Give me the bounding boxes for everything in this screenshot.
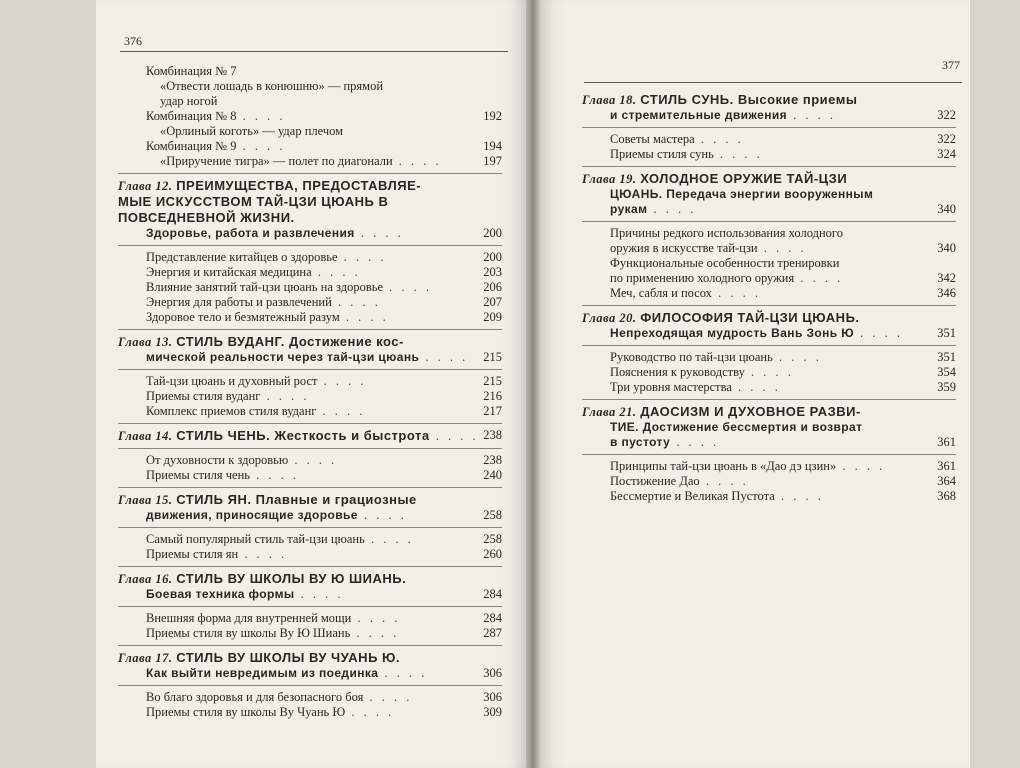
chapter-separator [118,448,502,449]
toc-entry [582,435,956,450]
leader-dots: . . . . [731,380,781,394]
leader-dots: . . . . [337,250,387,264]
toc-page-number: 200 [483,226,502,240]
toc-page-number: 346 [937,286,956,300]
leader-dots: . . . . [699,474,749,488]
book-spine [526,0,540,768]
toc-entry [118,571,502,587]
toc-page-number: 340 [937,202,956,216]
toc-entry [118,690,502,705]
toc-page-number: 324 [937,147,956,161]
toc-entry [118,210,502,226]
toc-entry [582,226,956,241]
leader-dots: . . . . [744,365,794,379]
leader-dots: . . . . [311,265,361,279]
toc-entry-title: Глава 14. СТИЛЬ ЧЕНЬ. Жесткость и быстрота [118,428,430,443]
toc-page-number: 340 [937,241,956,255]
toc-entry-title: Здоровье, работа и развлечения [146,226,355,240]
toc-entry [582,92,956,108]
toc-entry-title: удар ногой [160,94,218,108]
toc-entry [118,587,502,602]
toc-entry [582,286,956,301]
toc-entry-title: Глава 19. ХОЛОДНОЕ ОРУЖИЕ ТАЙ-ЦЗИ [582,171,848,186]
toc-entry-title: От духовности к здоровью [146,453,289,467]
toc-entry [118,250,502,265]
toc-entry [118,139,502,154]
toc-entry [118,310,502,325]
toc-page-number: 206 [483,280,502,294]
toc-page-number: 200 [483,250,502,264]
toc-entry [118,626,502,641]
toc-page-number: 322 [937,108,956,122]
leader-dots: . . . . [294,587,344,601]
leader-dots: . . . . [339,310,389,324]
toc-entry [118,374,502,389]
toc-entry-title: Меч, сабля и посох [610,286,712,300]
toc-page-number: 342 [937,271,956,285]
toc-entry-title: Глава 18. СТИЛЬ СУНЬ. Высокие приемы [582,92,858,107]
right-header-rule [584,82,962,83]
toc-page-number: 194 [483,139,502,153]
chapter-separator [582,127,956,128]
toc-entry [118,650,502,666]
toc-entry-title: Во благо здоровья и для безопасного боя [146,690,364,704]
toc-page-number: 306 [483,666,502,680]
toc-entry [118,705,502,720]
leader-dots: . . . . [670,435,720,449]
toc-page-number: 192 [483,109,502,123]
right-toc [582,92,956,504]
toc-entry-title: Приемы стиля ян [146,547,239,561]
left-page-number: 376 [124,34,142,48]
chapter-separator [118,645,502,646]
toc-entry-title: Внешняя форма для внутренней мощи [146,611,352,625]
toc-entry [582,420,956,435]
toc-page-number: 203 [483,265,502,279]
toc-entry [582,108,956,123]
toc-entry-title: ПОВСЕДНЕВНОЙ ЖИЗНИ. [118,210,295,225]
toc-page-number: 238 [483,453,502,467]
toc-entry-title: «Приручение тигра» — полет по диагонали [160,154,393,168]
toc-page-number: 368 [937,489,956,503]
toc-entry [582,310,956,326]
toc-entry [118,265,502,280]
chapter-separator [118,173,502,174]
leader-dots: . . . . [357,508,407,522]
toc-page-number: 240 [483,468,502,482]
toc-entry-title: Самый популярный стиль тай-цзи цюань [146,532,365,546]
right-page-number: 377 [942,58,960,72]
toc-page-number: 258 [483,508,502,522]
leader-dots: . . . . [238,547,288,561]
toc-page-number: 217 [483,404,502,418]
toc-entry [582,202,956,217]
toc-entry-title: ТИЕ. Достижение бессмертия и возврат [610,420,863,434]
leader-dots: . . . . [392,154,442,168]
toc-entry-title: МЫЕ ИСКУССТВОМ ТАЙ-ЦЗИ ЦЮАНЬ В [118,194,389,209]
leader-dots: . . . . [364,532,414,546]
chapter-separator [118,245,502,246]
leader-dots: . . . . [288,453,338,467]
toc-entry [118,94,502,109]
toc-entry-title: Глава 15. СТИЛЬ ЯН. Плавные и грациозные [118,492,417,507]
toc-entry-title: Энергия и китайская медицина [146,265,312,279]
chapter-separator [118,606,502,607]
toc-entry [118,295,502,310]
toc-entry [582,459,956,474]
toc-entry-title: и стремительные движения [610,108,788,122]
toc-entry [118,611,502,626]
toc-page-number: 284 [483,587,502,601]
toc-entry [118,532,502,547]
toc-entry-title: Непреходящая мудрость Вань Зонь Ю [610,326,855,340]
toc-entry [118,350,502,365]
leader-dots: . . . . [772,350,822,364]
leader-dots: . . . . [694,132,744,146]
toc-entry [118,79,502,94]
leader-dots: . . . . [351,611,401,625]
toc-entry-title: Комбинация № 7 [146,64,237,78]
toc-page-number: 216 [483,389,502,403]
toc-entry-title: Руководство по тай-цзи цюань [610,350,773,364]
toc-entry [582,365,956,380]
toc-entry-title: Три уровня мастерства [610,380,732,394]
chapter-separator [582,345,956,346]
toc-page-number: 260 [483,547,502,561]
toc-entry [118,178,502,194]
leader-dots: . . . . [711,286,761,300]
toc-entry-title: Функциональные особенности тренировки [610,256,840,270]
toc-entry-title: Глава 16. СТИЛЬ ВУ ШКОЛЫ ВУ Ю ШИАНЬ. [118,571,407,586]
toc-entry-title: Пояснения к руководству [610,365,745,379]
toc-entry-title: Постижение Дао [610,474,700,488]
toc-entry [118,226,502,241]
chapter-separator [118,566,502,567]
chapter-separator [118,329,502,330]
leader-dots: . . . . [419,350,469,364]
toc-entry-title: по применению холодного оружия [610,271,795,285]
toc-page-number: 258 [483,532,502,546]
toc-entry [582,132,956,147]
leader-dots: . . . . [383,280,432,294]
toc-entry-title: Приемы стиля чень [146,468,250,482]
toc-entry-title: «Отвести лошадь в конюшню» — прямой [160,79,384,93]
toc-entry [118,334,502,350]
chapter-separator [118,685,502,686]
toc-page-number: 215 [483,350,502,364]
toc-entry [582,147,956,162]
toc-entry-title: Энергия для работы и развлечений [146,295,332,309]
toc-page-number: 287 [483,626,502,640]
chapter-separator [582,221,956,222]
toc-page-number: 322 [937,132,956,146]
toc-entry-title: Бессмертие и Великая Пустота [610,489,775,503]
toc-entry [582,187,956,202]
toc-page-number: 359 [937,380,956,394]
toc-entry-title: Приемы стиля вуданг [146,389,261,403]
toc-page-number: 207 [483,295,502,309]
leader-dots: . . . . [794,271,844,285]
toc-entry-title: Как выйти невредимым из поединка [146,666,379,680]
toc-entry [118,666,502,681]
chapter-separator [118,369,502,370]
toc-entry-title: Тай-цзи цюань и духовный рост [146,374,318,388]
leader-dots: . . . . [236,139,286,153]
toc-entry [118,404,502,419]
toc-entry-title: ЦЮАНЬ. Передача энергии вооруженным [610,187,874,201]
toc-entry-title: Приемы стиля ву школы Ву Чуань Ю [146,705,346,719]
chapter-separator [118,487,502,488]
toc-entry-title: Представление китайцев о здоровье [146,250,338,264]
toc-entry [582,474,956,489]
toc-entry [582,241,956,256]
leader-dots: . . . . [836,459,886,473]
leader-dots: . . . . [713,147,763,161]
leader-dots: . . . . [757,241,807,255]
toc-page-number: 215 [483,374,502,388]
toc-page-number: 361 [937,435,956,449]
toc-entry [118,428,502,444]
toc-page-number: 209 [483,310,502,324]
toc-page-number: 351 [937,350,956,364]
leader-dots: . . . . [854,326,904,340]
left-header-rule [120,51,508,52]
chapter-separator [582,305,956,306]
toc-entry-title: Глава 12. ПРЕИМУЩЕСТВА, ПРЕДОСТАВЛЯЕ- [118,178,422,193]
chapter-separator [582,454,956,455]
leader-dots: . . . . [774,489,824,503]
leader-dots: . . . . [250,468,299,482]
toc-entry-title: оружия в искусстве тай-цзи [610,241,758,255]
toc-entry [582,256,956,271]
toc-page-number: 238 [483,428,502,442]
leader-dots: . . . . [345,705,395,719]
chapter-separator [582,399,956,400]
toc-entry-title: Комбинация № 9 [146,139,237,153]
toc-entry-title: Глава 21. ДАОСИЗМ И ДУХОВНОЕ РАЗВИ- [582,404,861,419]
toc-entry [118,64,502,79]
toc-page-number: 361 [937,459,956,473]
leader-dots: . . . . [787,108,837,122]
toc-entry [118,124,502,139]
leader-dots: . . . . [331,295,381,309]
toc-entry [582,171,956,187]
toc-entry [118,154,502,169]
chapter-separator [118,527,502,528]
toc-entry [118,508,502,523]
toc-entry-title: Советы мастера [610,132,695,146]
toc-entry [118,492,502,508]
toc-entry [582,271,956,286]
left-toc [118,64,502,720]
toc-entry [582,380,956,395]
toc-entry [118,389,502,404]
leader-dots: . . . . [378,666,428,680]
toc-page-number: 284 [483,611,502,625]
toc-page-number: 309 [483,705,502,719]
leader-dots: . . . . [316,404,366,418]
toc-page-number: 364 [937,474,956,488]
leader-dots: . . . . [647,202,697,216]
toc-entry [582,404,956,420]
leader-dots: . . . . [317,374,367,388]
toc-entry-title: в пустоту [610,435,671,449]
leader-dots: . . . . [260,389,310,403]
toc-page-number: 354 [937,365,956,379]
toc-entry [118,194,502,210]
toc-entry-title: Приемы стиля сунь [610,147,714,161]
chapter-separator [582,166,956,167]
toc-entry-title: Комплекс приемов стиля вуданг [146,404,317,418]
toc-entry-title: Глава 13. СТИЛЬ ВУДАНГ. Достижение кос- [118,334,404,349]
toc-entry-title: Глава 17. СТИЛЬ ВУ ШКОЛЫ ВУ ЧУАНЬ Ю. [118,650,401,665]
leader-dots: . . . . [363,690,413,704]
toc-entry [582,326,956,341]
toc-entry-title: Здоровое тело и безмятежный разум [146,310,340,324]
toc-entry [118,547,502,562]
chapter-separator [118,423,502,424]
toc-entry-title: Приемы стиля ву школы Ву Ю Шиань [146,626,351,640]
toc-entry [118,453,502,468]
toc-entry [582,489,956,504]
toc-entry-title: Принципы тай-цзи цюань в «Дао дэ цзин» [610,459,837,473]
toc-entry-title: «Орлиный коготь» — удар плечом [160,124,344,138]
toc-page-number: 351 [937,326,956,340]
toc-entry [118,280,502,295]
toc-entry [582,350,956,365]
toc-entry-title: Влияние занятий тай-цзи цюань на здоровье [146,280,383,294]
leader-dots: . . . . [236,109,286,123]
leader-dots: . . . . [354,226,404,240]
toc-entry-title: мической реальности через тай-цзи цюань [146,350,420,364]
toc-entry-title: Боевая техника формы [146,587,295,601]
toc-entry-title: Причины редкого использования холодного [610,226,843,240]
leader-dots: . . . . [350,626,400,640]
toc-entry [118,109,502,124]
toc-entry-title: движения, приносящие здоровье [146,508,358,522]
toc-entry-title: Глава 20. ФИЛОСОФИЯ ТАЙ-ЦЗИ ЦЮАНЬ. [582,310,860,325]
leader-dots: . . . . [429,429,479,443]
toc-page-number: 306 [483,690,502,704]
toc-entry [118,468,502,483]
toc-entry-title: Комбинация № 8 [146,109,237,123]
toc-page-number: 197 [483,154,502,168]
toc-entry-title: рукам [610,202,648,216]
